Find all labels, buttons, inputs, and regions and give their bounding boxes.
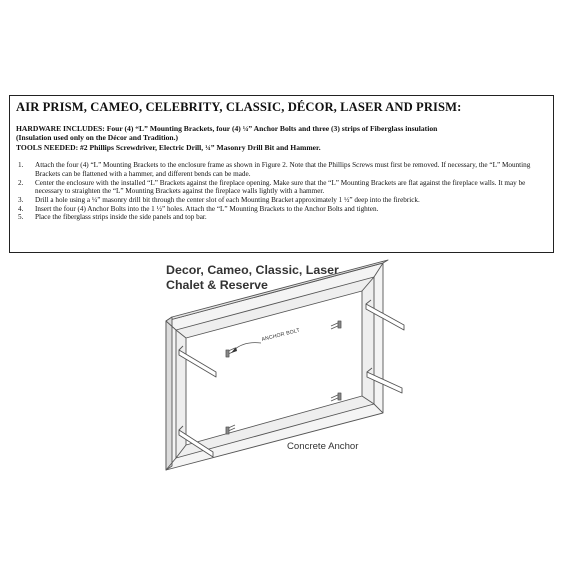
figure-title-line: Chalet & Reserve	[166, 277, 268, 292]
step-number: 2.	[18, 178, 24, 187]
step-text: Place the fiberglass strips inside the side panels and top bar.	[35, 213, 207, 222]
hardware-includes: HARDWARE INCLUDES: Four (4) “L” Mounting Brackets, four (4) ¼” Anchor Bolts and three (3) strips of Fiberglass insulation	[16, 124, 438, 133]
step-text: Insert the four (4) Anchor Bolts into the 1 ½” holes. Attach the “L” Mounting Brackets to the Anchor Bolts and tighten.	[35, 204, 379, 213]
anchor-bolt-label: ANCHOR BOLT	[261, 327, 301, 343]
frame-left-face	[166, 317, 172, 470]
step-text: Center the enclosure with the installed “L” Brackets against the fireplace opening. Make sure that the “L” Mounting Brackets are flat against the fireplace walls. It may be necessary to straighten the “L” Mounting Brackets against the fireplace walls lightly with a hammer.	[35, 178, 526, 196]
step-number: 1.	[18, 161, 24, 170]
step-text: Attach the four (4) “L” Mounting Brackets to the enclosure frame as shown in Figure 2. Note that the Phillips Screws must first be removed. If necessary, the “L” Mounting Brackets can be flattened with a hammer, and different bends can be made.	[35, 161, 531, 178]
figure-caption: Concrete Anchor	[287, 441, 359, 452]
figure-title-line: Decor, Cameo, Classic, Laser,	[166, 263, 342, 277]
hardware-note: (Insulation used only on the Décor and Tradition.)	[16, 133, 179, 143]
models-heading: AIR PRISM, CAMEO, CELEBRITY, CLASSIC, DÉCOR, LASER AND PRISM:	[16, 100, 462, 114]
step-number: 3.	[18, 196, 24, 205]
tools-needed: TOOLS NEEDED: #2 Phillips Screwdriver, Electric Drill, ¼” Masonry Drill Bit and Hammer.	[16, 142, 321, 152]
step-text: Drill a hole using a ¼” masonry drill bit through the center slot of each Mounting Bracket approximately 1 ½” deep into the firebrick.	[35, 196, 420, 205]
step-number: 5.	[18, 213, 24, 222]
step-number: 4.	[18, 204, 24, 213]
